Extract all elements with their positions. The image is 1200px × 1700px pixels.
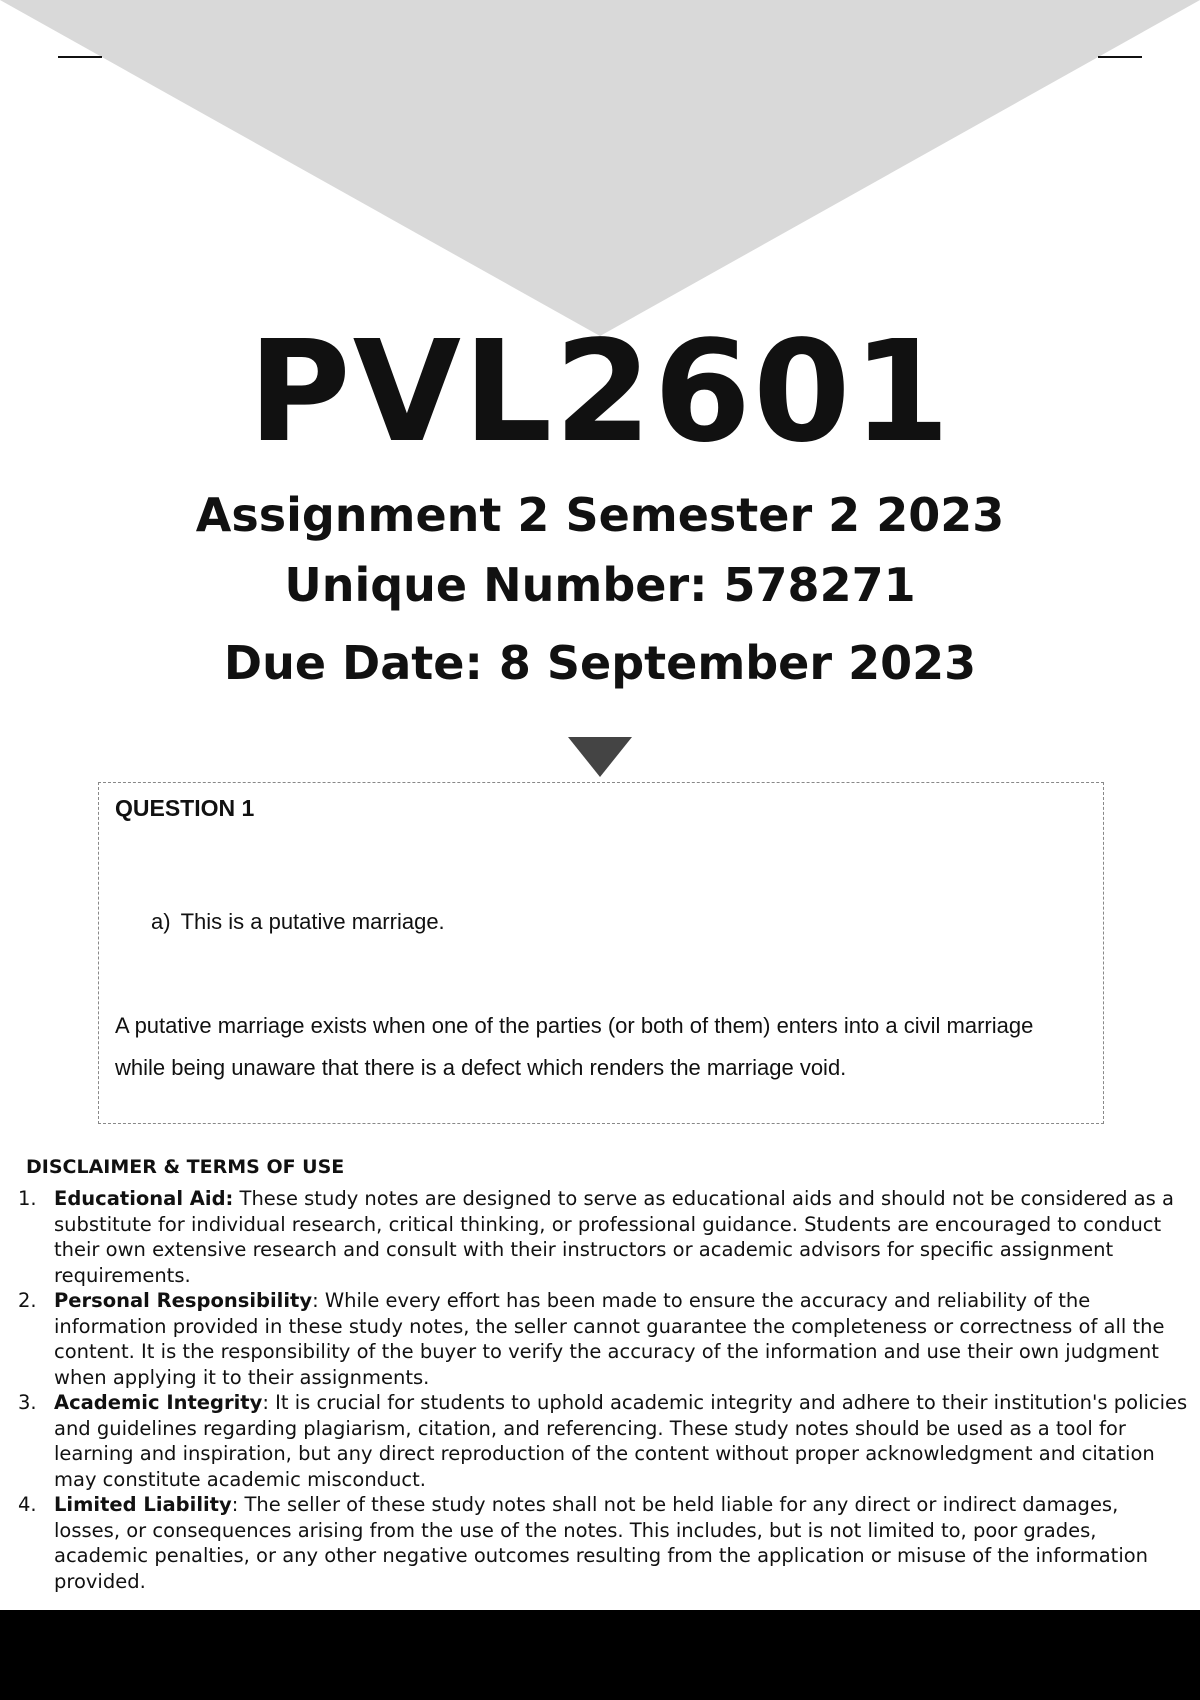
question-box (98, 782, 1104, 1124)
footer-bar (0, 1610, 1200, 1700)
assignment-line: Assignment 2 Semester 2 2023 (195, 488, 1005, 542)
disclaimer-item (0, 1288, 1200, 1390)
item-term: Academic Integrity (54, 1391, 263, 1414)
corner-rule-left (58, 56, 102, 58)
banner-chevron (0, 0, 1200, 340)
item-text: These study notes are designed to serve as educational aids and should not be considered as a substitute for individual research, critical thinking, or professional guidance. Students are encouraged to conduct their own extensive research and consult with their instructors or academic advisors for specific assignment requirements. (54, 1187, 1174, 1287)
question-heading: QUESTION 1 (115, 795, 255, 821)
down-triangle-icon (568, 737, 632, 777)
item-term: Limited Liability (54, 1493, 232, 1516)
item-term: Educational Aid: (54, 1187, 234, 1210)
item-text: : It is crucial for students to uphold academic integrity and adhere to their institution's policies and guidelines regarding plagiarism, citation, and referencing. These study notes should be used as a tool for learning and inspiration, but any direct reproduction of the content without proper acknowledgment and citation may constitute academic misconduct. (54, 1391, 1188, 1491)
course-code: PVL2601 (248, 311, 952, 474)
answer-explanation: A putative marriage exists when one of the parties (or both of them) enters into a civil marriage while being unaware that there is a defect which renders the marriage void. (115, 1013, 1034, 1080)
item-text: : While every effort has been made to ensure the accuracy and reliability of the information provided in these study notes, the seller cannot guarantee the completeness or correctness of all the content. It is the responsibility of the buyer to verify the accuracy of the information and use their own judgment when applying it to their assignments. (54, 1289, 1165, 1389)
due-date-line: Due Date: 8 September 2023 (223, 636, 977, 690)
item-term: Personal Responsibility (54, 1289, 313, 1312)
title-block (0, 311, 1200, 474)
item-text: : The seller of these study notes shall not be held liable for any direct or indirect damages, losses, or consequences arising from the use of the notes. This includes, but is not limited to, poor grades, academic penalties, or any other negative outcomes resulting from the application or misuse of the information provided. (54, 1493, 1149, 1593)
item-number: 3. (18, 1391, 37, 1414)
disclaimer-item (0, 1390, 1200, 1492)
disclaimer-item (0, 1492, 1200, 1594)
answer-text: This is a putative marriage. (180, 909, 445, 934)
disclaimer-item (0, 1186, 1200, 1288)
item-number: 4. (18, 1493, 37, 1516)
item-number: 1. (18, 1187, 37, 1210)
disclaimer-title: DISCLAIMER & TERMS OF USE (26, 1156, 345, 1178)
corner-rule-right (1098, 56, 1142, 58)
answer-line (151, 909, 445, 935)
unique-number-line: Unique Number: 578271 (284, 558, 916, 612)
disclaimer-list (0, 1186, 1200, 1594)
answer-marker: a) (151, 909, 171, 934)
item-number: 2. (18, 1289, 37, 1312)
